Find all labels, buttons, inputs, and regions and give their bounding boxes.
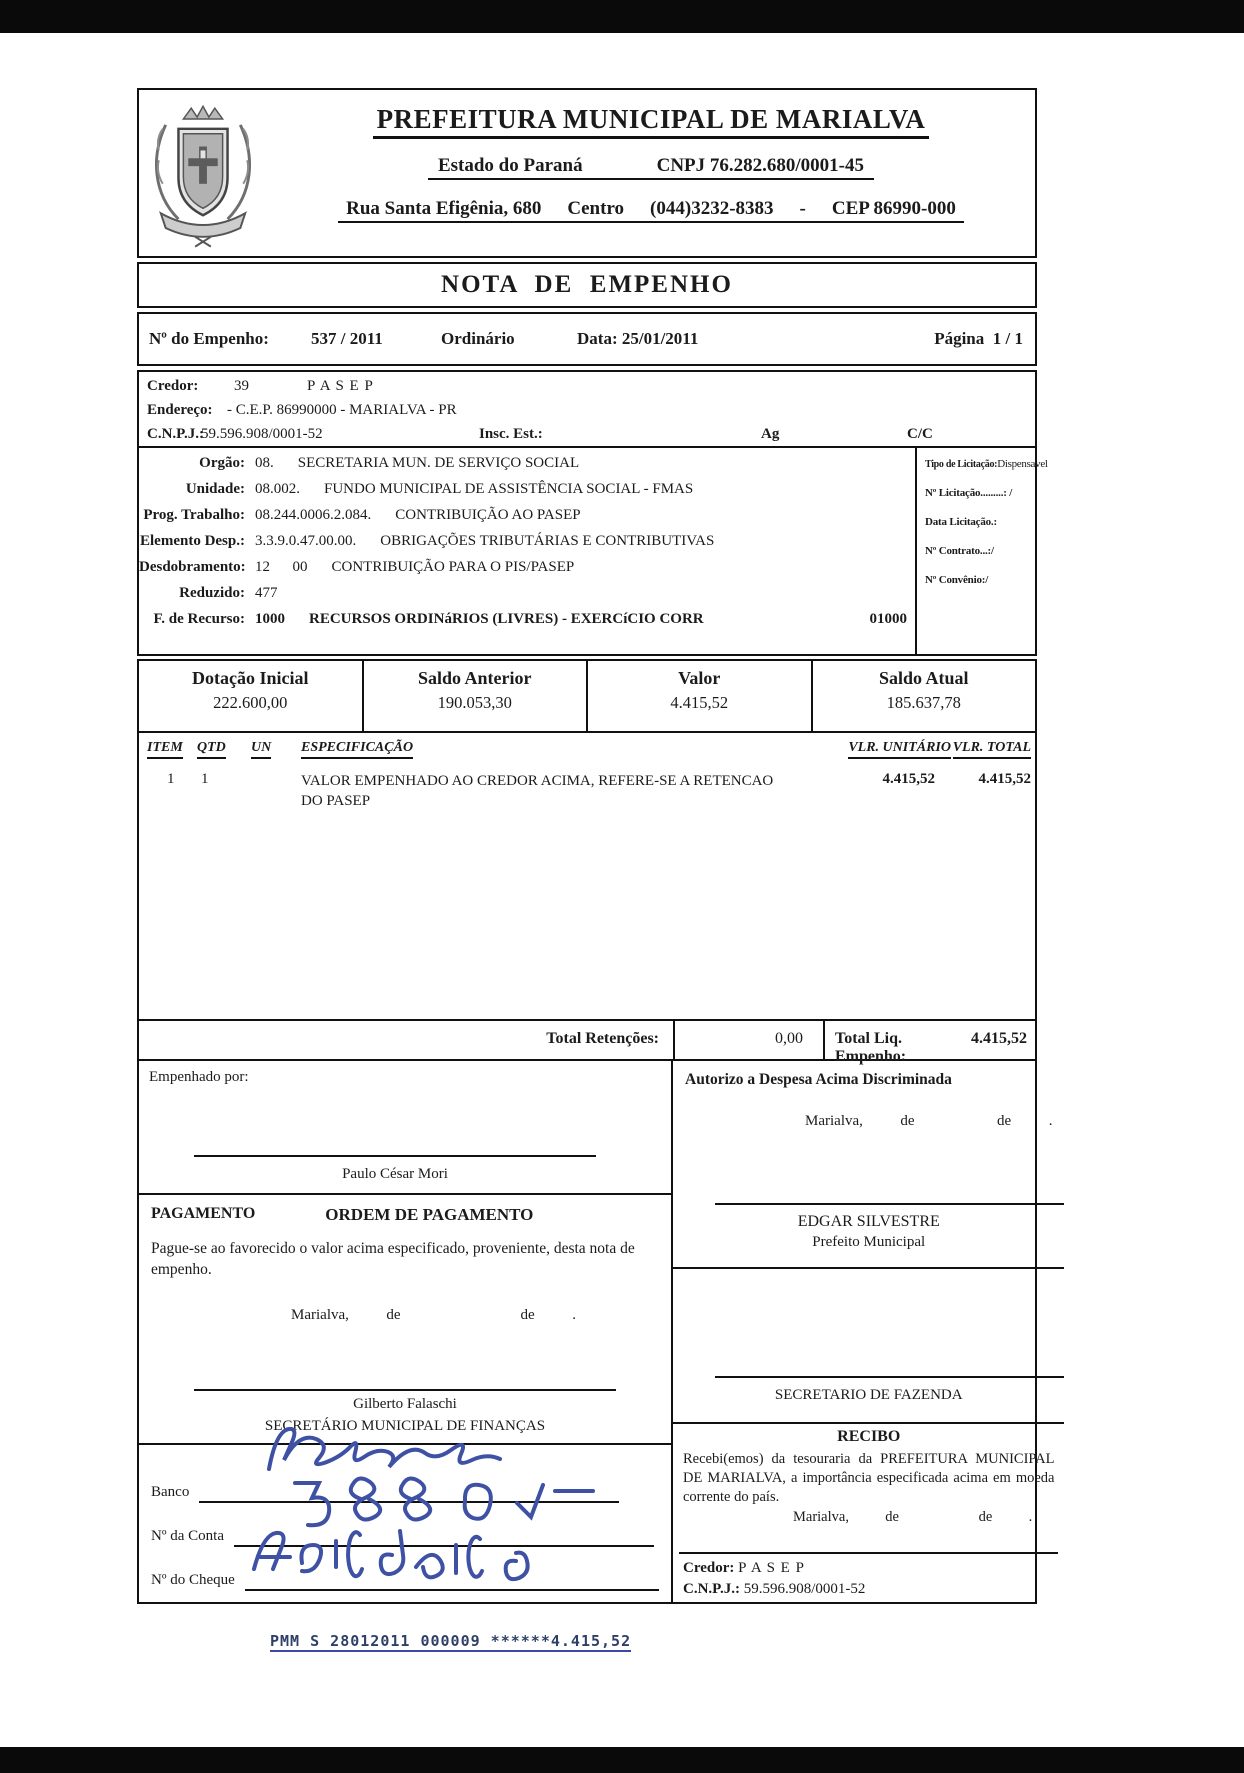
cheque-row xyxy=(151,1547,659,1591)
numero-convenio-line: Nº Convênio:/ xyxy=(925,574,989,586)
desdobramento-code: 12 00 xyxy=(255,559,308,575)
fazenda-role: SECRETARIO DE FAZENDA xyxy=(774,1387,963,1404)
separator-dash: - xyxy=(799,198,806,219)
scan-top-black-bar xyxy=(0,0,1244,33)
letterhead xyxy=(137,88,1037,258)
elemento-desc: OBRIGAÇÕES TRIBUTÁRIAS E CONTRIBUTIVAS xyxy=(380,533,715,549)
autorizo-city-date-line: Marialva, de de . xyxy=(805,1113,1053,1129)
prefeito-signature-line xyxy=(715,1203,1064,1205)
recibo-title: RECIBO xyxy=(837,1428,901,1446)
recibo-credor-line xyxy=(683,1560,1054,1577)
saldo-anterior-cell xyxy=(362,661,587,731)
items-table xyxy=(137,731,1037,1021)
autorizo-despesa-box xyxy=(673,1061,1064,1267)
recibo-divider-line xyxy=(679,1552,1058,1554)
fonte-recurso-code: 1000 xyxy=(255,611,285,627)
page-indicator: Página 1 / 1 xyxy=(934,329,1023,348)
coat-of-arms-icon xyxy=(149,98,257,248)
desdobramento-label: Desdobramento: xyxy=(139,559,246,575)
items-table-header xyxy=(139,733,1035,763)
allocation-summary-row xyxy=(137,659,1037,733)
reduzido-code: 477 xyxy=(255,585,278,601)
dotacao-inicial-label: Dotação Inicial xyxy=(192,668,309,688)
budget-row-elemento xyxy=(139,533,917,559)
banco-label: Banco xyxy=(151,1484,190,1500)
licitacao-column xyxy=(915,448,1048,654)
dotacao-inicial-value: 222.600,00 xyxy=(213,693,288,712)
recibo-cnpj-label: C.N.P.J.: xyxy=(683,1581,740,1597)
conta-fill-line xyxy=(234,1515,654,1547)
header-especificacao: ESPECIFICAÇÃO xyxy=(301,740,413,759)
saldo-atual-label: Saldo Atual xyxy=(878,668,969,688)
saldo-atual-value: 185.637,78 xyxy=(886,693,961,712)
total-liq-value: 4.415,52 xyxy=(971,1030,1027,1047)
prefeito-role: Prefeito Municipal xyxy=(812,1233,926,1250)
unidade-desc: FUNDO MUNICIPAL DE ASSISTÊNCIA SOCIAL - FMAS xyxy=(324,481,694,497)
creditor-block xyxy=(137,370,1037,448)
item-qtd: 1 xyxy=(201,771,209,787)
saldo-atual-cell xyxy=(811,661,1036,731)
orgao-code: 08. xyxy=(255,455,274,471)
header-item: ITEM xyxy=(147,740,183,759)
data-licitacao-line: Data Licitação.: xyxy=(925,516,997,528)
cnpj-label: CNPJ 76.282.680/0001-45 xyxy=(656,155,865,176)
document-title-bar xyxy=(137,262,1037,308)
cnpj-label: C.N.P.J.: xyxy=(147,426,204,442)
budget-classification-block xyxy=(137,446,1048,656)
total-liq-cell xyxy=(823,1021,1035,1065)
item-number: 1 xyxy=(167,771,175,787)
budget-row-fonte-recurso xyxy=(139,611,917,637)
totals-row xyxy=(137,1019,1037,1065)
signatures-left-column xyxy=(139,1061,671,1602)
banco-fill-line xyxy=(199,1471,619,1503)
pagamento-title: PAGAMENTO xyxy=(151,1205,256,1222)
budget-rows xyxy=(139,448,917,637)
state-label: Estado do Paraná xyxy=(437,155,583,176)
endereco-value: - C.E.P. 86990000 - MARIALVA - PR xyxy=(227,402,457,418)
valor-cell xyxy=(586,661,811,731)
recibo-city-date-line: Marialva, de de . xyxy=(793,1509,1033,1525)
scan-bottom-black-bar xyxy=(0,1747,1244,1773)
fonte-recurso-extra-code: 01000 xyxy=(869,611,907,627)
empenho-number-label: Nº do Empenho: xyxy=(149,329,269,348)
conta-label: Nº da Conta xyxy=(151,1528,224,1544)
cep: CEP 86990-000 xyxy=(831,198,956,219)
saldo-anterior-value: 190.053,30 xyxy=(437,693,512,712)
prog-trabalho-desc: CONTRIBUIÇÃO AO PASEP xyxy=(395,507,581,523)
credor-name: P A S E P xyxy=(307,378,374,394)
elemento-code: 3.3.9.0.47.00.00. xyxy=(255,533,357,549)
total-retencoes-value: 0,00 xyxy=(673,1021,823,1059)
prog-trabalho-code: 08.244.0006.2.084. xyxy=(255,507,372,523)
fonte-recurso-label: F. de Recurso: xyxy=(153,611,245,627)
header-vlr-total: VLR. TOTAL xyxy=(953,740,1031,759)
numero-contrato-line: Nº Contrato...:/ xyxy=(925,545,994,557)
inscricao-estadual-label: Insc. Est.: xyxy=(479,426,543,442)
document-title: NOTA DE EMPENHO xyxy=(441,271,733,298)
municipal-coat-of-arms-logo xyxy=(139,90,267,256)
tipo-licitacao-line xyxy=(925,458,1048,470)
letterhead-text xyxy=(267,90,1035,256)
total-retencoes-label: Total Retenções: xyxy=(546,1030,659,1047)
budget-row-orgao xyxy=(139,455,917,481)
empenho-date: Data: 25/01/2011 xyxy=(577,329,699,348)
unidade-code: 08.002. xyxy=(255,481,300,497)
state-cnpj-line xyxy=(428,155,874,180)
ordem-pagamento-title: ORDEM DE PAGAMENTO xyxy=(325,1205,534,1224)
item-vlr-unitario: 4.415,52 xyxy=(882,771,935,787)
empenhado-signature-line xyxy=(194,1155,596,1157)
budget-row-desdobramento xyxy=(139,559,917,585)
signatures-right-column xyxy=(671,1061,1064,1602)
financas-signer-name: Gilberto Falaschi xyxy=(353,1396,457,1412)
reduzido-label: Reduzido: xyxy=(179,585,245,601)
phone: (044)3232-8383 xyxy=(650,198,774,219)
header-qtd: QTD xyxy=(197,740,226,759)
address-line xyxy=(338,198,964,223)
recibo-body-text: Recebi(emos) da tesouraria da PREFEITURA MUNICIPAL DE MARIALVA, a importância especificada acima em moeda corrente do país. xyxy=(683,1451,1055,1506)
empenhado-signer-name: Paulo César Mori xyxy=(342,1166,448,1182)
recibo-credor-label: Credor: xyxy=(683,1560,735,1576)
prefecture-title: PREFEITURA MUNICIPAL DE MARIALVA xyxy=(373,104,930,139)
total-liq-label: Total Liq. Empenho: xyxy=(835,1030,907,1065)
recibo-cnpj-line xyxy=(683,1581,1054,1598)
orgao-label: Orgão: xyxy=(199,455,245,471)
endereco-label: Endereço: xyxy=(147,402,213,418)
empenhado-por-label: Empenhado por: xyxy=(149,1069,249,1085)
recibo-credor-value: P A S E P xyxy=(738,1560,805,1576)
tipo-licitacao-label: Tipo de Licitação: xyxy=(925,459,998,470)
valor-label: Valor xyxy=(678,668,721,688)
valor-value: 4.415,52 xyxy=(670,693,729,712)
item-vlr-total: 4.415,52 xyxy=(978,771,1031,787)
empenhado-por-box xyxy=(139,1061,671,1193)
numero-licitacao-line: Nº Licitação.........: / xyxy=(925,487,1013,499)
dotacao-inicial-cell xyxy=(139,661,362,731)
signatures-grid xyxy=(137,1059,1055,1604)
district: Centro xyxy=(567,198,625,219)
header-un: UN xyxy=(251,740,271,759)
ordem-de-pagamento-box xyxy=(139,1193,671,1443)
agencia-label: Ag xyxy=(761,426,780,442)
financas-signer-role: SECRETÁRIO MUNICIPAL DE FINANÇAS xyxy=(264,1418,546,1434)
secretario-fazenda-box xyxy=(673,1267,1064,1423)
orgao-desc: SECRETARIA MUN. DE SERVIÇO SOCIAL xyxy=(297,455,580,471)
elemento-label: Elemento Desp.: xyxy=(140,533,245,549)
conta-row xyxy=(151,1503,659,1547)
banco-row xyxy=(151,1459,659,1503)
header-vlr-unitario: VLR. UNITÁRIO xyxy=(848,740,951,759)
budget-row-prog-trabalho xyxy=(139,507,917,533)
nota-de-empenho-form xyxy=(137,88,1055,1604)
recibo-cnpj-value: 59.596.908/0001-52 xyxy=(743,1581,866,1597)
item-spec: VALOR EMPENHADO AO CREDOR ACIMA, REFERE-SE A RETENCAO DO PASEP xyxy=(301,773,774,810)
pagamento-city-date-line: Marialva, de de . xyxy=(291,1306,576,1323)
dot-matrix-processing-stamp: PMM S 28012011 000009 ******4.415,52 xyxy=(270,1632,632,1650)
cnpj-value: 59.596.908/0001-52 xyxy=(201,426,323,442)
cheque-label: Nº do Cheque xyxy=(151,1572,235,1588)
tipo-licitacao-value: Dispensavel xyxy=(997,458,1048,470)
fonte-recurso-desc: RECURSOS ORDINáRIOS (LIVRES) - EXERCíCIO CORR xyxy=(309,611,704,627)
budget-row-unidade xyxy=(139,481,917,507)
prefeito-name: EDGAR SILVESTRE xyxy=(797,1212,940,1230)
autorizo-title: Autorizo a Despesa Acima Discriminada xyxy=(685,1071,952,1088)
bank-details-box xyxy=(139,1443,671,1602)
saldo-anterior-label: Saldo Anterior xyxy=(417,668,532,688)
budget-row-reduzido xyxy=(139,585,917,611)
cheque-fill-line xyxy=(245,1559,659,1591)
fazenda-signature-line xyxy=(715,1376,1064,1378)
unidade-label: Unidade: xyxy=(185,481,245,497)
empenho-kind: Ordinário xyxy=(441,329,515,348)
prog-trabalho-label: Prog. Trabalho: xyxy=(143,507,245,523)
recibo-box xyxy=(673,1422,1064,1602)
pagamento-body-text: Pague-se ao favorecido o valor acima especificado, proveniente, desta nota de empenho. xyxy=(151,1240,635,1278)
credor-label: Credor: xyxy=(147,378,199,394)
street-address: Rua Santa Efigênia, 680 xyxy=(346,198,542,219)
credor-code: 39 xyxy=(234,378,249,394)
empenho-number-value: 537 / 2011 xyxy=(311,329,383,348)
empenho-number-row xyxy=(137,312,1037,366)
financas-signature-line xyxy=(194,1389,616,1391)
desdobramento-desc: CONTRIBUIÇÃO PARA O PIS/PASEP xyxy=(331,559,575,575)
conta-corrente-label: C/C xyxy=(907,426,933,442)
